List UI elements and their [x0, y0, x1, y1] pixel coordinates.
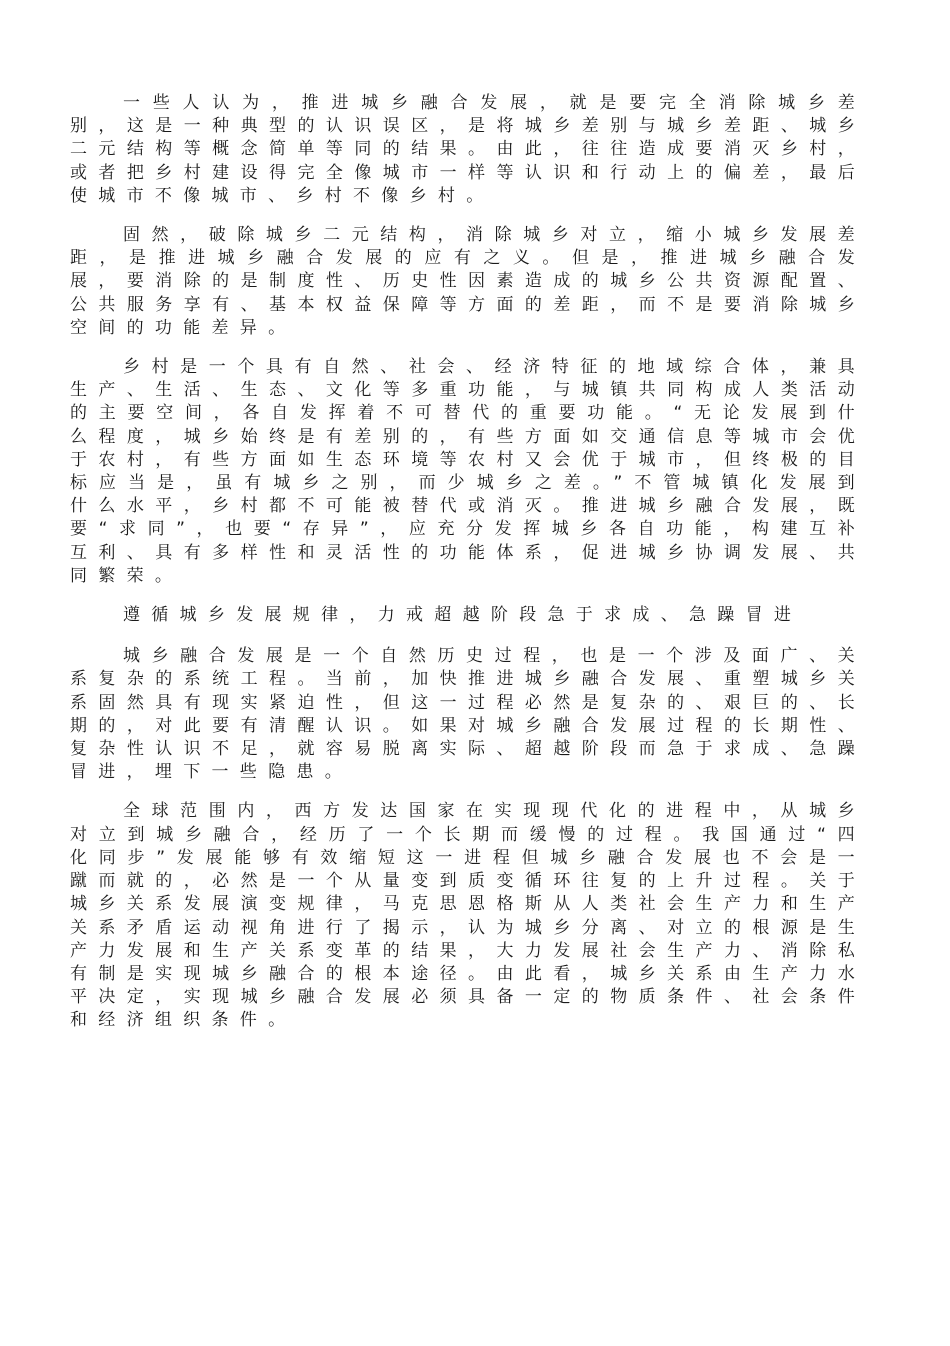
section-heading: 遵循城乡发展规律，力戒超越阶段急于求成、急躁冒进: [123, 605, 803, 626]
paragraph-dual-structure: 固然，破除城乡二元结构，消除城乡对立，缩小城乡发展差距，是推进城乡融合发展的应有之义。但是，推进城乡融合发展，要消除的是制度性、历史性因素造成的城乡公共资源配置、公共服务享有、基本权益保障等方面的差距，而不是要消除城乡空间的功能差异。: [70, 225, 866, 338]
paragraph-natural-process: 城乡融合发展是一个自然历史过程，也是一个涉及面广、关系复杂的系统工程。当前，加快推进城乡融合发展、重塑城乡关系固然具有现实紧迫性，但这一过程必然是复杂的、艰巨的、长期的，对此要有清醒认识。如果对城乡融合发展过程的长期性、复杂性认识不足，就容易脱离实际、超越阶段而急于求成、急躁冒进，埋下一些隐患。: [70, 646, 866, 783]
paragraph-rural-functions: 乡村是一个具有自然、社会、经济特征的地域综合体，兼具生产、生活、生态、文化等多重功能，与城镇共同构成人类活动的主要空间，各自发挥着不可替代的重要功能。“无论发展到什么程度，城乡始终是有差别的，有些方面如交通信息等城市会优于农村，有些方面如生态环境等农村又会优于城市，但终极的目标应当是，虽有城乡之别，而少城乡之差。”不管城镇化发展到什么水平，乡村都不可能被替代或消灭。推进城乡融合发展，既要“求同”，也要“存异”，应充分发挥城乡各自功能，构建互补互利、具有多样性和灵活性的功能体系，促进城乡协调发展、共同繁荣。: [70, 357, 866, 586]
paragraph-global-context: 全球范围内，西方发达国家在实现现代化的进程中，从城乡对立到城乡融合，经历了一个长期而缓慢的过程。我国通过“四化同步”发展能够有效缩短这一进程但城乡融合发展也不会是一蹴而就的，必然是一个从量变到质变循环往复的上升过程。关于城乡关系发展演变规律，马克思恩格斯从人类社会生产力和生产关系矛盾运动视角进行了揭示，认为城乡分离、对立的根源是生产力发展和生产关系变革的结果，大力发展社会生产力、消除私有制是实现城乡融合的根本途径。由此看，城乡关系由生产力水平决定，实现城乡融合发展必须具备一定的物质条件、社会条件和经济组织条件。: [70, 801, 866, 1031]
paragraph-misconception: 一些人认为，推进城乡融合发展，就是要完全消除城乡差别，这是一种典型的认识误区，是将城乡差别与城乡差距、城乡二元结构等概念简单等同的结果。由此，往往造成要消灭乡村，或者把乡村建设得完全像城市一样等认识和行动上的偏差，最后使城市不像城市、乡村不像乡村。: [70, 93, 866, 206]
document-body: [70, 92, 866, 1049]
